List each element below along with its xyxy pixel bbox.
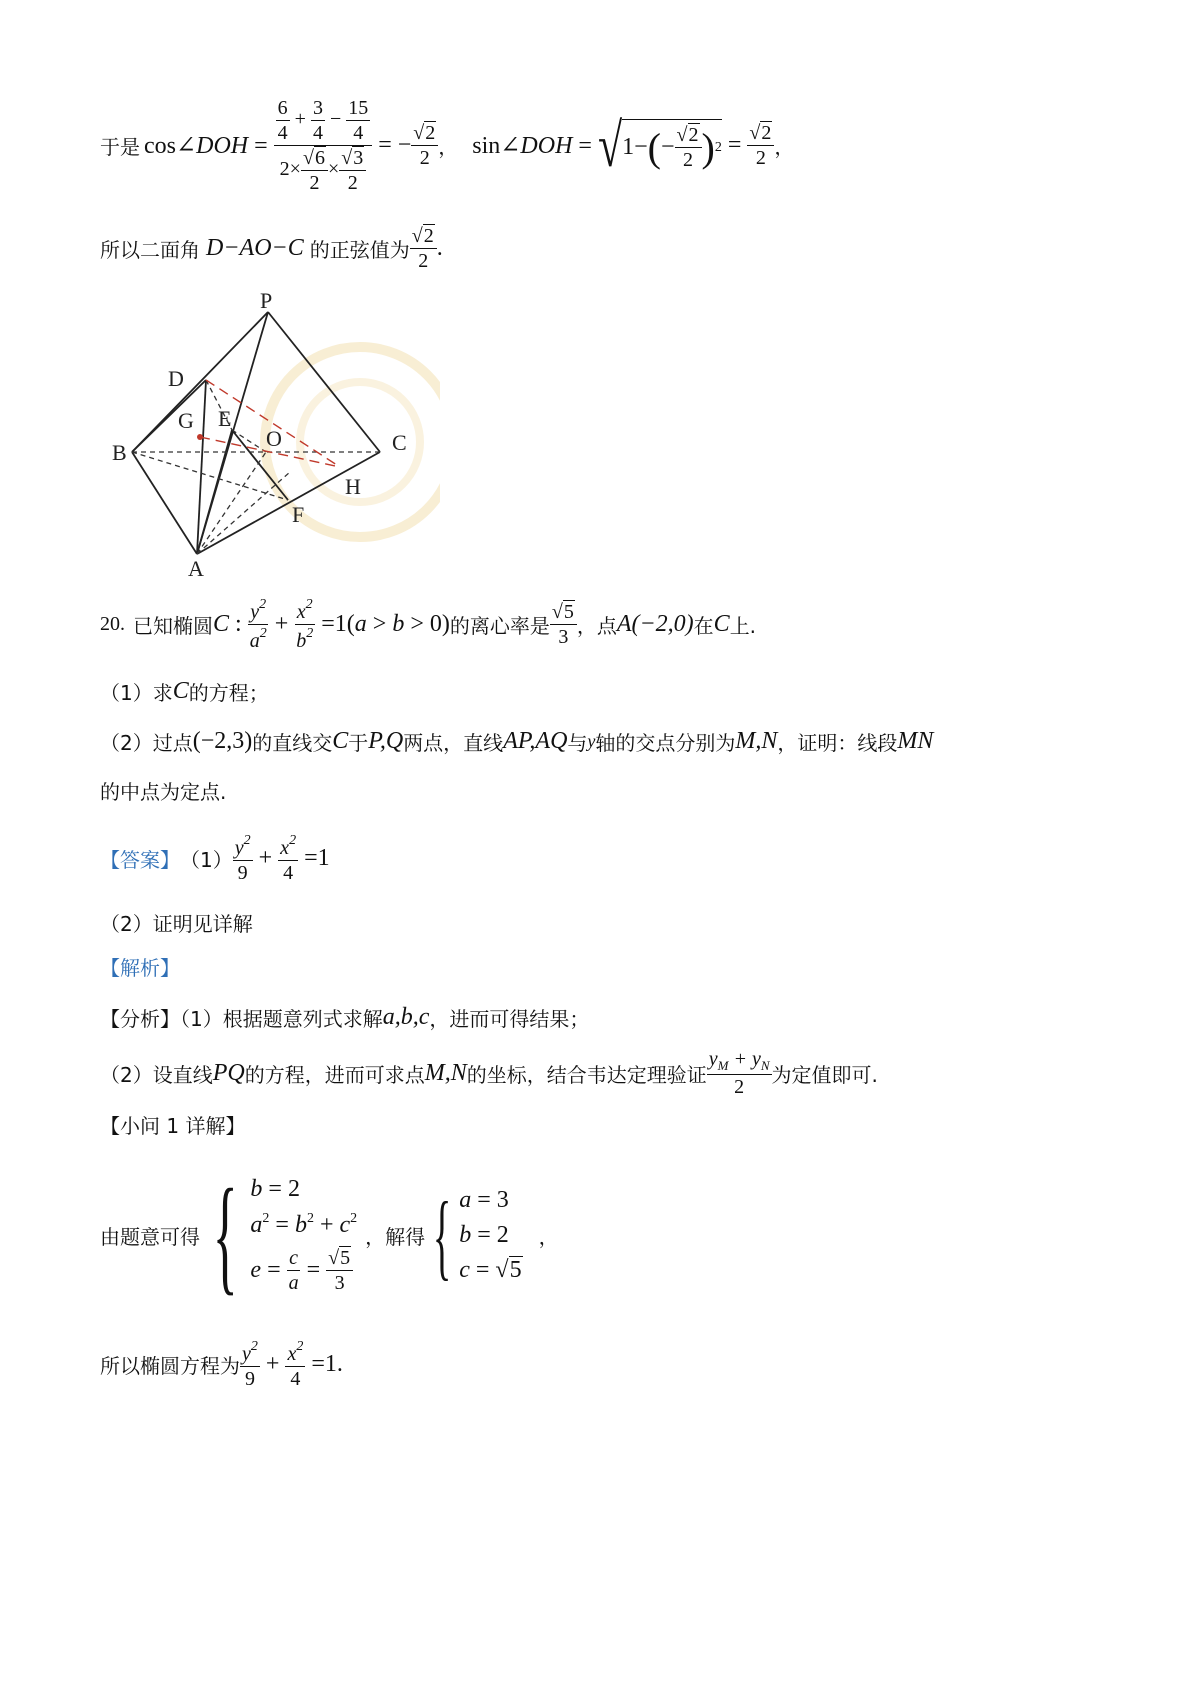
stem-c: ，点 (576, 613, 617, 638)
q2-seg: MN (897, 727, 934, 754)
eccentricity: $\frac{√5}{3}$ (550, 601, 577, 648)
q2-d: 于 (348, 730, 369, 755)
comma-3: ， (538, 1224, 559, 1249)
conclusion-prefix: 所以二面角 (100, 237, 200, 262)
sin-result-frac: $\frac{√2}{2}$ (747, 122, 774, 169)
cos-result: = − (372, 131, 412, 158)
cos-fraction: $\frac{6}{4}$ + $\frac{3}{4}$ − $\frac{15}{4}$ 2× $\frac{√6}{2}$ × $\frac{√3}{2}$ (274, 97, 373, 194)
answer-p1: （1） (180, 847, 233, 872)
yushi-text: 于是 (100, 134, 140, 159)
q2-line2: 的中点为定点. (100, 780, 227, 804)
q1-line (100, 676, 269, 706)
brace-2: { (432, 1181, 452, 1289)
conclusion-angle: D−AO−C (206, 234, 304, 261)
q2-point: (−2,3) (192, 727, 253, 754)
conclusion-period: . (436, 234, 443, 261)
q2-b: 的直线交 (252, 730, 333, 755)
youtiyi: 由题意可得 (100, 1224, 200, 1249)
q2-pq: P,Q (368, 727, 404, 754)
answer-p2: （2）证明见详解 (100, 912, 253, 936)
q2-mn: M,N (735, 727, 778, 754)
ellipse-c: C (213, 610, 230, 637)
label-p: P (260, 292, 273, 313)
q2-lines: AP,AQ (503, 727, 568, 754)
answer-line: 【答案】 （1） $\frac{y^2}{9}$ + $\frac{x^2}{4}$ =1 (100, 832, 330, 884)
pyramid-figure (100, 292, 440, 582)
system-1: b = 2 $a^2 = b^2 + c^2$ e = $\frac{c}{a}$ = $\frac{√5}{3}$ (250, 1176, 358, 1294)
q1-c: C (172, 677, 189, 704)
cos-label: cos∠DOH = (144, 132, 274, 159)
fenxi-line (100, 1000, 589, 1034)
q2-y: y (587, 730, 596, 751)
conclusion-suffix: 的正弦值为 (309, 237, 410, 262)
conclusion-value: $\frac{√2}{2}$ (410, 225, 437, 272)
ym-yn-frac: $\frac{y_M + y_N}{2}$ (708, 1047, 770, 1099)
stem-d: 在 (693, 613, 714, 638)
brace-1: { (212, 1163, 238, 1307)
p2-mn: M,N (424, 1059, 467, 1086)
label-g: G (178, 408, 194, 433)
label-d: D (168, 366, 184, 391)
comma-2: ， (774, 134, 795, 159)
cos-result-frac: $\frac{√2}{2}$ (411, 122, 438, 169)
q2-c: C (332, 727, 349, 754)
label-b: B (112, 440, 127, 465)
q2-line (100, 724, 933, 758)
point-a: A(−2,0) (616, 610, 694, 637)
conclusion-line (100, 218, 443, 278)
sin-radicand: 1− ( − $\frac{√2}{2}$ ) 2 (622, 119, 722, 171)
q2-f: 与 (567, 730, 588, 755)
p2a: （2）设直线 (100, 1062, 213, 1087)
cos-sin-line (100, 90, 794, 200)
fenxi-b: ，进而可得结果； (429, 1006, 590, 1031)
label-h: H (345, 474, 361, 499)
analysis-tag: 【解析】 (100, 956, 180, 980)
label-a: A (188, 556, 204, 581)
final-a: 所以椭圆方程为 (100, 1353, 240, 1378)
final-line: 所以椭圆方程为 $\frac{y^2}{9}$ + $\frac{x^2}{4}$ =1. (100, 1338, 343, 1390)
xiaowen-title: 【小问 1 详解】 (100, 1114, 246, 1138)
system-2: a = 3 b = 2 c = √5 (459, 1186, 522, 1283)
label-f: F (292, 502, 305, 527)
q2-e: 两点，直线 (403, 730, 504, 755)
problem-number: 20. (100, 612, 125, 635)
p2b: 的方程，进而可求点 (244, 1062, 425, 1087)
q2-g: 轴的交点分别为 (595, 730, 736, 755)
answer-tag: 【答案】 (100, 847, 180, 872)
label-o: O (266, 426, 282, 451)
sin-eq: = (721, 131, 748, 158)
big-sqrt-sign: √ (597, 110, 623, 180)
sin-label: sin∠DOH = (472, 132, 598, 159)
stem-e: C (713, 610, 730, 637)
fenxi-abc: a,b,c (382, 1003, 430, 1030)
q2-a: （2）过点 (100, 730, 193, 755)
problem-20-stem: 20. 已知椭圆 C : $\frac{y^2}{a^2}$ + $\frac{x^2}{b^2}$ =1(a > b > 0) 的离心率是 $\frac{√5}{3}$ ，点 A(−2,0) 在 C 上. (100, 596, 757, 652)
jiede: ，解得 (365, 1224, 426, 1249)
fenxi-a: 【分析】（1）根据题意列式求解 (100, 1006, 383, 1031)
p2d: 为定值即可. (771, 1062, 878, 1087)
stem-b: 的离心率是 (449, 613, 550, 638)
label-e: E (218, 406, 232, 431)
fenxi2-line (100, 1046, 878, 1100)
stem-a: 已知椭圆 (133, 613, 213, 638)
p2-pq: PQ (212, 1059, 245, 1086)
q2-h: ，证明：线段 (777, 730, 898, 755)
q1-b: 的方程； (188, 680, 269, 705)
stem-f: 上. (729, 613, 757, 638)
q1-a: （1）求 (100, 680, 173, 705)
comma-1: ， (438, 134, 459, 159)
label-c: C (392, 430, 407, 455)
p2c: 的坐标，结合韦达定理验证 (466, 1062, 707, 1087)
system-line (100, 1150, 559, 1320)
